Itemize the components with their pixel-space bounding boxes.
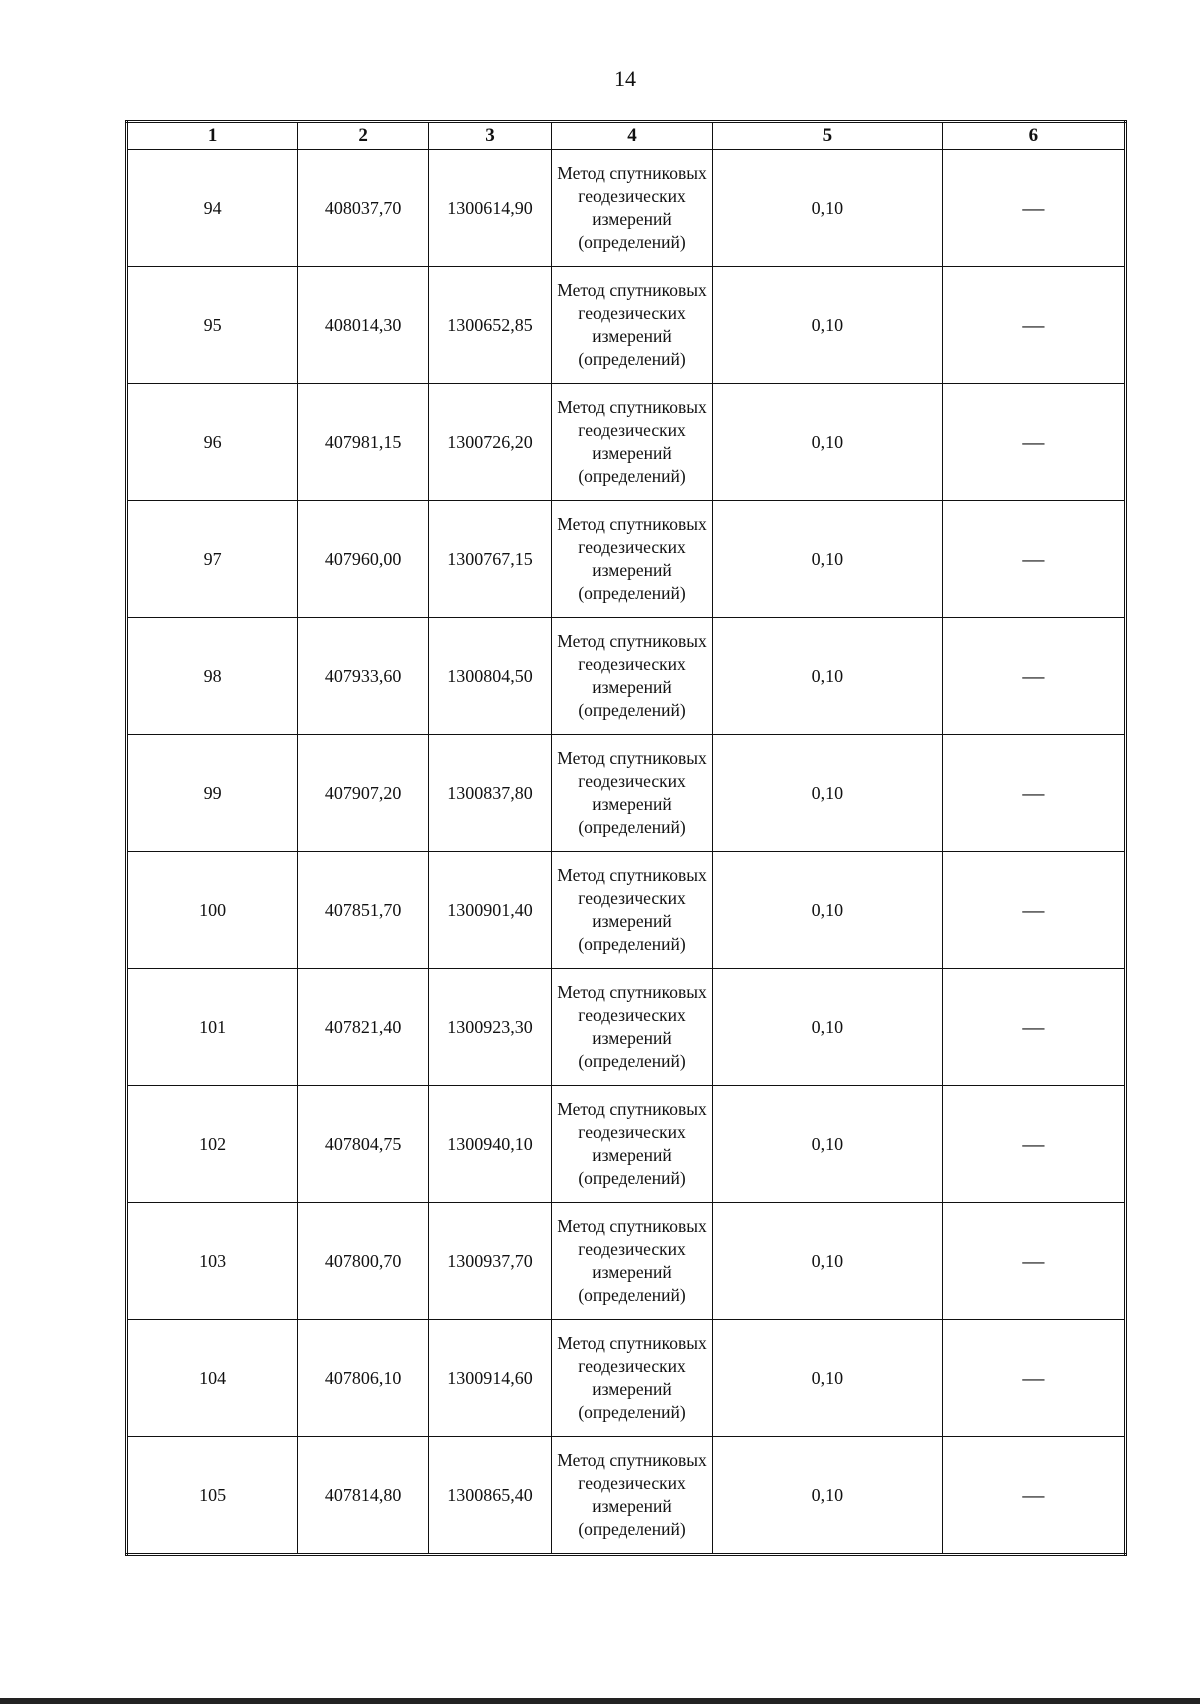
x-coordinate-cell: 407800,70 — [298, 1203, 429, 1320]
point-number-cell: 103 — [127, 1203, 298, 1320]
method-cell: Метод спутниковых геодезических измерений (определений) — [551, 384, 712, 501]
column-header: 6 — [942, 122, 1125, 150]
y-coordinate-cell: 1300837,80 — [429, 735, 552, 852]
table-row — [127, 501, 1126, 618]
accuracy-cell: 0,10 — [713, 852, 943, 969]
y-coordinate-cell: 1300614,90 — [429, 150, 552, 267]
point-number-cell: 98 — [127, 618, 298, 735]
note-cell: — — [942, 735, 1125, 852]
note-cell: — — [942, 1203, 1125, 1320]
accuracy-cell: 0,10 — [713, 618, 943, 735]
column-header: 2 — [298, 122, 429, 150]
column-header: 4 — [551, 122, 712, 150]
x-coordinate-cell: 407806,10 — [298, 1320, 429, 1437]
method-cell: Метод спутниковых геодезических измерений (определений) — [551, 735, 712, 852]
table-row — [127, 150, 1126, 267]
method-cell: Метод спутниковых геодезических измерений (определений) — [551, 150, 712, 267]
table-row — [127, 1086, 1126, 1203]
accuracy-cell: 0,10 — [713, 1320, 943, 1437]
y-coordinate-cell: 1300804,50 — [429, 618, 552, 735]
method-cell: Метод спутниковых геодезических измерений (определений) — [551, 852, 712, 969]
table-row — [127, 735, 1126, 852]
accuracy-cell: 0,10 — [713, 150, 943, 267]
note-cell: — — [942, 852, 1125, 969]
x-coordinate-cell: 407933,60 — [298, 618, 429, 735]
method-cell: Метод спутниковых геодезических измерений (определений) — [551, 1086, 712, 1203]
note-cell: — — [942, 501, 1125, 618]
table-row — [127, 852, 1126, 969]
y-coordinate-cell: 1300901,40 — [429, 852, 552, 969]
y-coordinate-cell: 1300652,85 — [429, 267, 552, 384]
x-coordinate-cell: 407814,80 — [298, 1437, 429, 1555]
point-number-cell: 105 — [127, 1437, 298, 1555]
x-coordinate-cell: 407981,15 — [298, 384, 429, 501]
accuracy-cell: 0,10 — [713, 735, 943, 852]
accuracy-cell: 0,10 — [713, 1086, 943, 1203]
page-number: 14 — [614, 66, 636, 91]
x-coordinate-cell: 408037,70 — [298, 150, 429, 267]
column-header: 3 — [429, 122, 552, 150]
point-number-cell: 99 — [127, 735, 298, 852]
table-row — [127, 384, 1126, 501]
x-coordinate-cell: 407821,40 — [298, 969, 429, 1086]
method-cell: Метод спутниковых геодезических измерений (определений) — [551, 1203, 712, 1320]
method-cell: Метод спутниковых геодезических измерений (определений) — [551, 618, 712, 735]
table-row — [127, 618, 1126, 735]
x-coordinate-cell: 407907,20 — [298, 735, 429, 852]
method-cell: Метод спутниковых геодезических измерений (определений) — [551, 1320, 712, 1437]
method-cell: Метод спутниковых геодезических измерений (определений) — [551, 501, 712, 618]
note-cell: — — [942, 969, 1125, 1086]
x-coordinate-cell: 408014,30 — [298, 267, 429, 384]
point-number-cell: 94 — [127, 150, 298, 267]
column-header: 5 — [713, 122, 943, 150]
point-number-cell: 102 — [127, 1086, 298, 1203]
y-coordinate-cell: 1300940,10 — [429, 1086, 552, 1203]
y-coordinate-cell: 1300865,40 — [429, 1437, 552, 1555]
accuracy-cell: 0,10 — [713, 384, 943, 501]
note-cell: — — [942, 1086, 1125, 1203]
accuracy-cell: 0,10 — [713, 267, 943, 384]
x-coordinate-cell: 407804,75 — [298, 1086, 429, 1203]
y-coordinate-cell: 1300767,15 — [429, 501, 552, 618]
point-number-cell: 95 — [127, 267, 298, 384]
y-coordinate-cell: 1300937,70 — [429, 1203, 552, 1320]
table-row — [127, 1437, 1126, 1555]
note-cell: — — [942, 1320, 1125, 1437]
accuracy-cell: 0,10 — [713, 501, 943, 618]
point-number-cell: 104 — [127, 1320, 298, 1437]
y-coordinate-cell: 1300914,60 — [429, 1320, 552, 1437]
point-number-cell: 96 — [127, 384, 298, 501]
method-cell: Метод спутниковых геодезических измерений (определений) — [551, 969, 712, 1086]
point-number-cell: 100 — [127, 852, 298, 969]
note-cell: — — [942, 150, 1125, 267]
table-header-row — [127, 122, 1126, 150]
y-coordinate-cell: 1300923,30 — [429, 969, 552, 1086]
table-row — [127, 1320, 1126, 1437]
note-cell: — — [942, 384, 1125, 501]
bottom-scan-edge — [0, 1698, 1200, 1704]
table-row — [127, 1203, 1126, 1320]
coordinates-table — [125, 120, 1127, 1556]
method-cell: Метод спутниковых геодезических измерений (определений) — [551, 267, 712, 384]
table-body — [127, 150, 1126, 1555]
accuracy-cell: 0,10 — [713, 1203, 943, 1320]
table-row — [127, 267, 1126, 384]
column-header: 1 — [127, 122, 298, 150]
point-number-cell: 97 — [127, 501, 298, 618]
x-coordinate-cell: 407960,00 — [298, 501, 429, 618]
note-cell: — — [942, 267, 1125, 384]
point-number-cell: 101 — [127, 969, 298, 1086]
x-coordinate-cell: 407851,70 — [298, 852, 429, 969]
note-cell: — — [942, 618, 1125, 735]
accuracy-cell: 0,10 — [713, 1437, 943, 1555]
table-row — [127, 969, 1126, 1086]
y-coordinate-cell: 1300726,20 — [429, 384, 552, 501]
method-cell: Метод спутниковых геодезических измерений (определений) — [551, 1437, 712, 1555]
note-cell: — — [942, 1437, 1125, 1555]
accuracy-cell: 0,10 — [713, 969, 943, 1086]
